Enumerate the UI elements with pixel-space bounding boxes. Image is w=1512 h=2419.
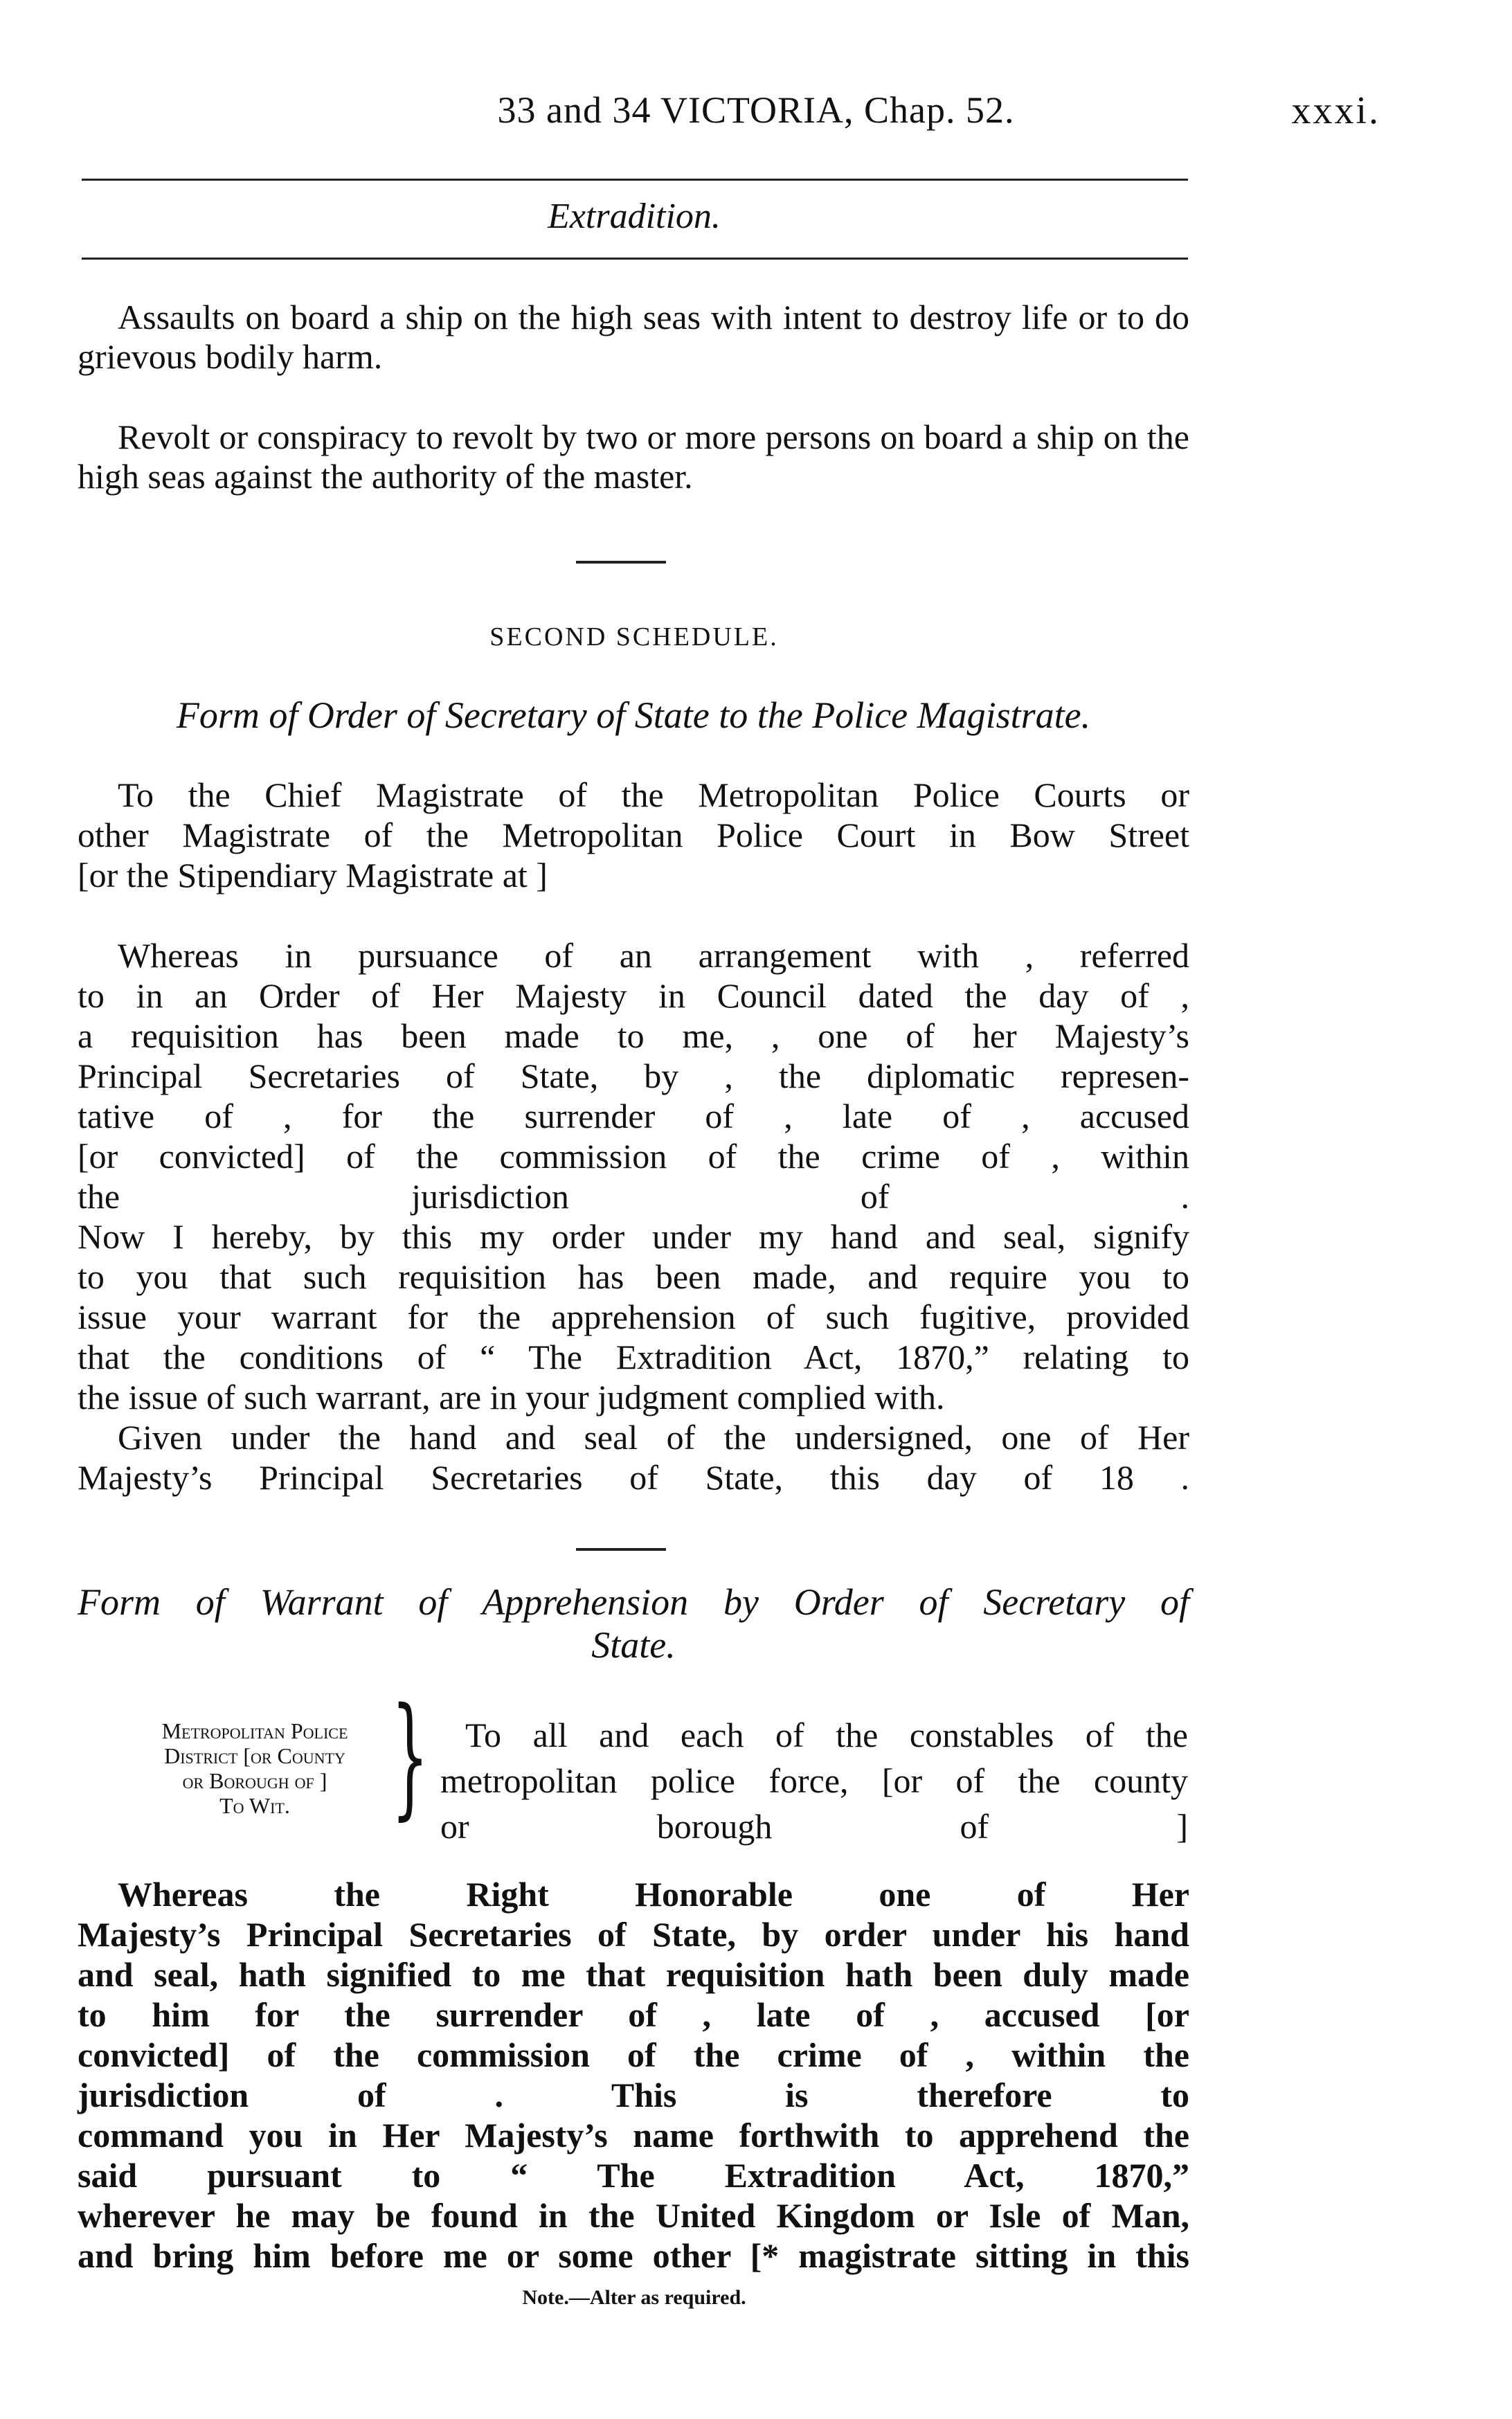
body-line: tative of , for the surrender of , late of , accused [78, 1097, 1189, 1135]
caption-line: Metropolitan Police [161, 1718, 348, 1743]
body-line: the jurisdiction of . [78, 1177, 1189, 1216]
address-line: or borough of ] [440, 1807, 1188, 1846]
footnote: Note.—Alter as required. [522, 2286, 746, 2309]
body-line: that the conditions of “ The Extradition Act, 1870,” relating to [78, 1338, 1189, 1376]
body-line: said pursuant to “ The Extradition Act, 1870,” [78, 2156, 1189, 2195]
address-line: To the Chief Magistrate of the Metropolitan Police Courts or [118, 775, 1189, 814]
body-line: Principal Secretaries of State, by , the diplomatic represen- [78, 1056, 1189, 1095]
caption-line: District [or County [164, 1743, 345, 1768]
address-line: metropolitan police force, [or of the county [440, 1761, 1188, 1800]
schedule-heading: SECOND SCHEDULE. [489, 622, 779, 651]
body-line: to in an Order of Her Majesty in Council dated the day of , [78, 976, 1189, 1015]
body-line: to you that such requisition has been made, and require you to [78, 1257, 1189, 1296]
body-line: a requisition has been made to me, , one of her Majesty’s [78, 1016, 1189, 1055]
address-line: other Magistrate of the Metropolitan Police Court in Bow Street [78, 816, 1189, 854]
body-line: Majesty’s Principal Secretaries of State, by order under his hand [78, 1915, 1189, 1954]
warrant-form-title-continued: State. [591, 1624, 676, 1666]
address-line: [or the Stipendiary Magistrate at ] [78, 856, 548, 894]
body-line: Whereas in pursuance of an arrangement with , referred [118, 936, 1189, 975]
schedule-item: Assaults on board a ship on the high seas with intent to destroy life or to do grievous bodily harm. [78, 298, 1189, 376]
body-line: issue your warrant for the apprehension of such fugitive, provided [78, 1297, 1189, 1336]
page-number: xxxi. [1291, 89, 1380, 132]
caption-line: or Borough of ] [182, 1768, 327, 1793]
header-rule-top [82, 179, 1188, 181]
running-header-title: 33 and 34 VICTORIA, Chap. 52. [497, 89, 1015, 131]
body-line: to him for the surrender of , late of , accused [or [78, 1995, 1189, 2034]
body-line: Now I hereby, by this my order under my hand and seal, signify [78, 1217, 1189, 1256]
warrant-form-title: Form of Warrant of Apprehension by Order of Secretary of [78, 1581, 1189, 1623]
schedule-item: Revolt or conspiracy to revolt by two or more persons on board a ship on the high seas against the authority of the master. [78, 417, 1189, 496]
body-line: [or convicted] of the commission of the crime of , within [78, 1137, 1189, 1176]
body-line: Given under the hand and seal of the undersigned, one of Her [118, 1418, 1189, 1457]
body-line: Whereas the Right Honorable one of Her [118, 1875, 1189, 1914]
body-line: jurisdiction of . This is therefore to [78, 2076, 1189, 2114]
body-line: command you in Her Majesty’s name forthwith to apprehend the [78, 2116, 1189, 2155]
section-divider [576, 1548, 666, 1551]
form-title: Form of Order of Secretary of State to the Police Magistrate. [176, 694, 1091, 736]
body-line: and bring him before me or some other [* magistrate sitting in this [78, 2236, 1189, 2275]
section-subtitle: Extradition. [548, 197, 721, 236]
body-line: wherever he may be found in the United Kingdom or Isle of Man, [78, 2196, 1189, 2235]
body-line: and seal, hath signified to me that requisition hath been duly made [78, 1955, 1189, 1994]
address-line: To all and each of the constables of the [465, 1716, 1188, 1754]
body-line: the issue of such warrant, are in your judgment complied with. [78, 1378, 945, 1417]
right-brace-icon: } [391, 1680, 429, 1833]
header-rule-bottom [82, 258, 1188, 260]
body-line: convicted] of the commission of the crime of , within the [78, 2035, 1189, 2074]
body-line: Majesty’s Principal Secretaries of State, this day of 18 . [78, 1458, 1189, 1497]
caption-line: To Wit. [219, 1793, 290, 1818]
section-divider [576, 561, 666, 564]
